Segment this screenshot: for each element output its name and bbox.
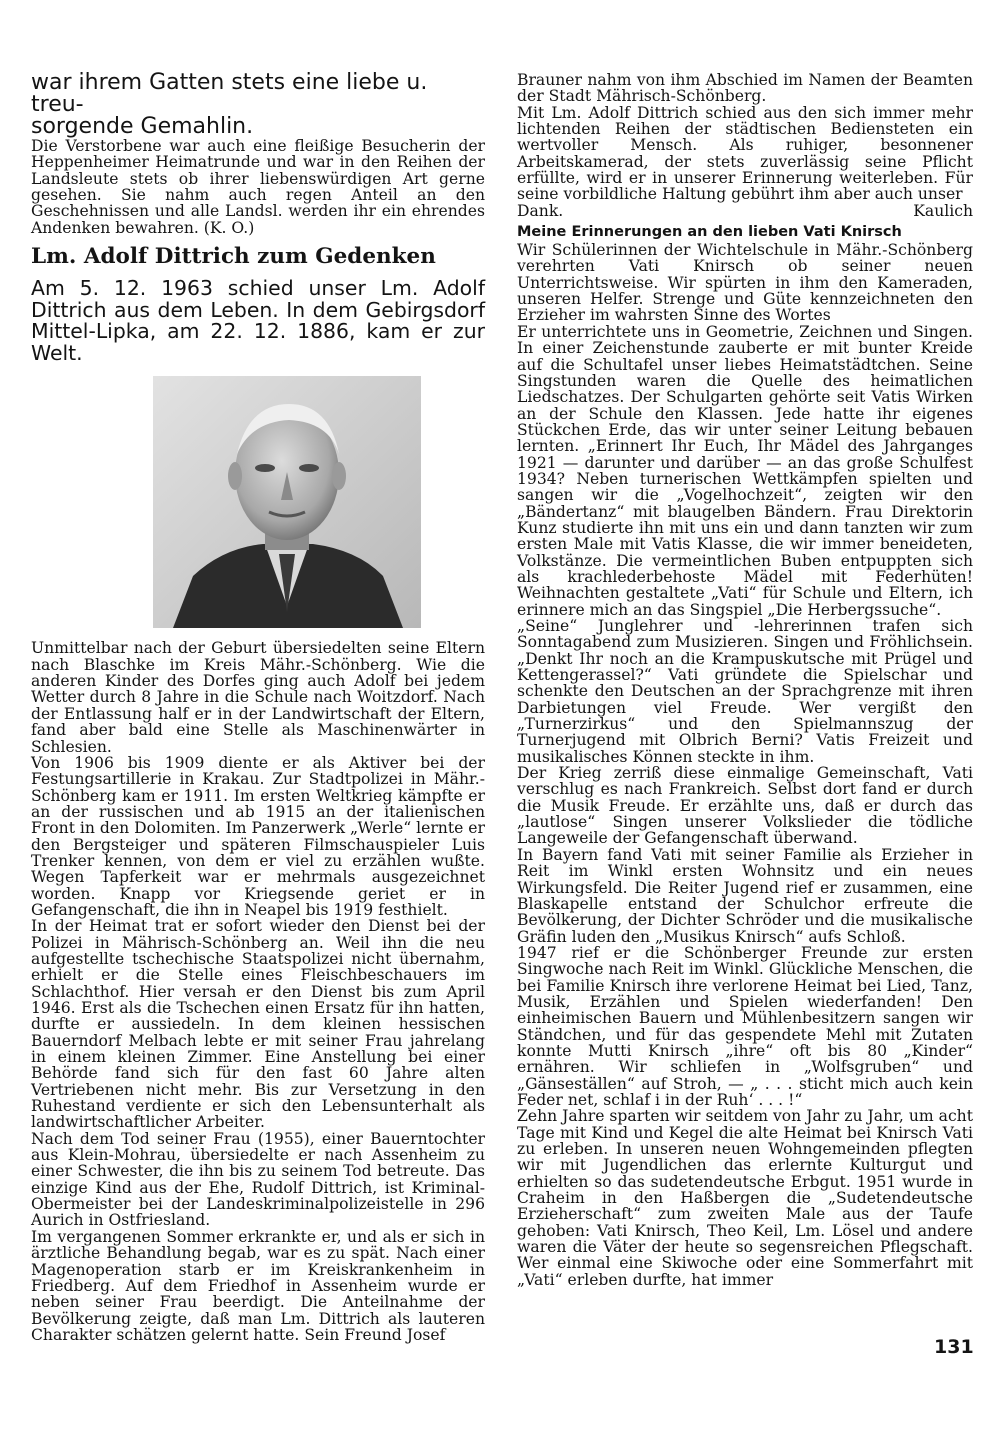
right-paragraph: Mit Lm. Adolf Dittrich schied aus den sich immer mehr lichtenden Reihen der städtischen Bediensteten ein wertvoller Mensch. Als ruhiger, besonnener Arbeitskamerad, der stets zuverlässig seine Pflicht erfüllte, wird er in unserer Erinnerung weiterleben. Für seine vorbildliche Haltung gebührt ihm aber auch unser — [517, 103, 973, 204]
right-paragraph: „Seine“ Junglehrer und -lehrerinnen trafen sich Sonntagabend zum Musizieren. Singen und Fröhlichsein. „Denkt Ihr noch an die Krampuskutsche mit Prügel und Kettengerassel?“ Vati gründete die Spielschar und schenkte den Deutschen an der Sprachgrenze mit ihren Darbietungen viel Freude. Wer vergißt den „Turnerzirkus“ und den Spielmannszug der Turnerjugend mit Olbrich Berni? Vatis Freizeit und musikalisches Können steckte in ihm. — [517, 617, 973, 766]
signature-line — [517, 203, 973, 219]
closing-word: Dank. — [517, 201, 564, 220]
left-paragraph: In der Heimat trat er sofort wieder den Dienst bei der Polizei in Mährisch-Schönberg an. Weil ihn die neu aufgestellte tschechische Staatspolizei nicht übernahm, erhielt er die Stelle eines Fleischbeschauers im Schlachthof. Hier versah er den Dienst bis zum April 1946. Erst als die Tschechen einen Ersatz für ihn hatten, durfte er aussiedeln. In dem kleinen hessischen Bauerndorf Melbach lebte er mit seiner Frau jahrelang in einem kleinen Zimmer. Eine Anstellung bei einer Behörde fand sich für den fast 60 Jahre alten Vertriebenen nicht mehr. Bis zur Versetzung in den Ruhestand verdiente er sich den Lebensunterhalt als landwirtschaftlicher Arbeiter. — [31, 917, 485, 1132]
right-paragraph: Wir Schülerinnen der Wichtelschule in Mähr.-Schönberg verehrten Vati Knirsch ob seiner neuen Unterrichtsweise. Wir spürten in ihm den Kameraden, unseren Helfer. Strenge und Güte kennzeichneten den Erzieher im wahrsten Sinne des Wortes — [517, 241, 973, 325]
intro-line-2: sorgende Gemahlin. — [31, 114, 254, 139]
intro-continuation — [31, 72, 485, 138]
left-paragraph: Im vergangenen Sommer erkrankte er, und als er sich in ärztliche Behandlung begab, war es zu spät. Nach einer Magenoperation starb er im Kreiskrankenheim in Friedberg. Auf dem Friedhof in Assenheim wurde er neben seiner Frau beerdigt. Die Anteilnahme der Bevölkerung zeigte, daß man Lm. Dittrich als lauteren Charakter schätzen gelernt hatte. Sein Freund Josef — [31, 1227, 485, 1344]
author-signature: Kaulich — [913, 201, 973, 220]
intro-body: Die Verstorbene war auch eine fleißige Besucherin der Heppenheimer Heimatrunde und war in den Reihen der Landsleute stets ob ihrer liebenswürdigen Art gerne gesehen. Sie nahm auch regen Anteil an den Geschehnissen und alle Landsl. werden ihr ein ehrendes Andenken bewahren. (K. O.) — [31, 137, 485, 237]
right-column — [517, 72, 973, 1288]
intro-line-1: war ihrem Gatten stets eine liebe u. treu- — [31, 70, 428, 117]
portrait-photo-graphic — [153, 376, 421, 628]
right-paragraph: Brauner nahm von ihm Abschied im Namen der Beamten der Stadt Mährisch-Schönberg. — [517, 71, 973, 106]
left-paragraph: Von 1906 bis 1909 diente er als Aktiver bei der Festungsartillerie in Krakau. Zur Stadtpolizei in Mähr.-Schönberg kam er 1911. Im ersten Weltkrieg kämpfte er an der russischen und ab 1915 an der italienischen Front in den Dolomiten. Im Panzerwerk „Werle“ lernte er den Bergsteiger und späteren Filmschauspieler Luis Trenker kennen, von dem er viel zu erzählen wußte. Wegen Tapferkeit war er mehrmals ausgezeichnet worden. Knapp vor Kriegsende geriet er in Gefangenschaft, die ihn in Neapel bis 1919 festhielt. — [31, 753, 485, 919]
article-headline: Lm. Adolf Dittrich zum Gedenken — [31, 244, 436, 270]
left-column — [31, 72, 485, 1343]
right-paragraph: Er unterrichtete uns in Geometrie, Zeichnen und Singen. In einer Zeichenstunde zauberte er mit bunter Kreide auf die Schultafel unser liebes Heimatstädtchen. Seine Singstunden waren die Quelle des heimatlichen Liedschatzes. Der Schulgarten gehörte seit Vatis Wirken an der Schule den Klassen. Jede hatte ihr eigenes Stückchen Erde, das wir unter seiner Leitung bebauen lernten. „Erinnert Ihr Euch, Ihr Mädel des Jahrganges 1921 — darunter und darüber — an das große Schulfest 1934? Neben turnerischen Wettkämpfen spielten und sangen wir die „Vogelhochzeit“, zeigten wir den „Bändertanz“ mit blaugelben Bändern. Frau Direktorin Kunz studierte ihn mit uns ein und dann tanzten wir zum ersten Male mit Vatis Klasse, die wir immer beneideten, Volkstänze. Die vermeintlichen Buben entpuppten sich als krachlederbehoste Mädel mit Federhüten! Weihnachten gestaltete „Vati“ für Schule und Eltern, ich erinnere mich an das Singspiel „Die Herbergssuche“. — [517, 322, 973, 619]
article-lead: Am 5. 12. 1963 schied unser Lm. Adolf Dittrich aus dem Leben. In dem Gebirgsdorf Mittel-Lipka, am 22. 12. 1886, kam er zur Welt. — [31, 276, 485, 365]
page-number: 131 — [934, 1336, 974, 1358]
section-subheading: Meine Erinnerungen an den lieben Vati Knirsch — [517, 224, 902, 241]
left-paragraph: Unmittelbar nach der Geburt übersiedelten seine Eltern nach Blaschke im Kreis Mähr.-Schönberg. Wie die anderen Kinder des Dorfes ging auch Adolf bei jedem Wetter durch 8 Jahre in die Schule nach Woitzdorf. Nach der Entlassung half er in der Landwirtschaft der Eltern, fand aber bald eine Stelle als Maschinenwärter in Schlesien. — [31, 639, 485, 756]
right-paragraph: In Bayern fand Vati mit seiner Familie als Erzieher in Reit im Winkl ersten Wohnsitz und ein neues Wirkungsfeld. Die Reiter Jugend rief er zusammen, eine Blaskapelle entstand der Schulchor erfreute die Bevölkerung, der Dichter Schröder und die musikalische Gräfin luden den „Musikus Knirsch“ aufs Schloß. — [517, 845, 973, 946]
right-paragraph: Zehn Jahre sparten wir seitdem von Jahr zu Jahr, um acht Tage mit Kind und Kegel die alte Heimat bei Knirsch Vati zu erleben. In unseren neuen Wohngemeinden pflegten wir mit Jugendlichen das erlernte Kulturgut und erhielten so das sudetendeutsche Erbgut. 1951 wurde in Craheim in den Haßbergen die „Sudetendeutsche Erzieherschaft“ zum zweiten Male aus der Taufe gehoben: Vati Knirsch, Theo Keil, Lm. Lösel und andere waren die Väter der heute so segensreichen Pflegschaft. Wer einmal eine Skiwoche oder eine Sommerfahrt mit „Vati“ erleben durfte, hat immer — [517, 1107, 973, 1289]
right-paragraph: Der Krieg zerriß diese einmalige Gemeinschaft, Vati verschlug es nach Frankreich. Selbst dort fand er durch die Musik Freude. Er erzählte uns, daß er durch das „lautlose“ Singen unserer Volkslieder die tödliche Langeweile der Gefangenschaft überwand. — [517, 764, 973, 848]
right-paragraph: 1947 rief er die Schönberger Freunde zur ersten Singwoche nach Reit im Winkl. Glückliche Menschen, die bei Familie Knirsch ihre verlorene Heimat bei Lied, Tanz, Musik, Erzählen und Spielen wiederfanden! Den einheimischen Bauern und Mühlenbesitzern sangen wir Ständchen, und für das gespendete Mehl mit Zutaten konnte Mutti Knirsch „ihre“ oft bis 80 „Kinder“ ernähren. Wir schliefen in „Wolfsgruben“ und „Gänseställen“ auf Stroh, — „ . . . sticht mich auch kein Feder net, schlaf i in der Ruh‘ . . . !“ — [517, 943, 973, 1109]
left-paragraph: Nach dem Tod seiner Frau (1955), einer Bauerntochter aus Klein-Mohrau, übersiedelte er nach Assenheim zu einer Schwester, die ihn bis zu seinem Tod betreute. Das einzige Kind aus der Ehe, Rudolf Dittrich, ist Kriminal-Obermeister bei der Landeskriminalpolizeistelle in 296 Aurich in Ostfriesland. — [31, 1129, 485, 1230]
portrait-photo — [153, 376, 421, 628]
